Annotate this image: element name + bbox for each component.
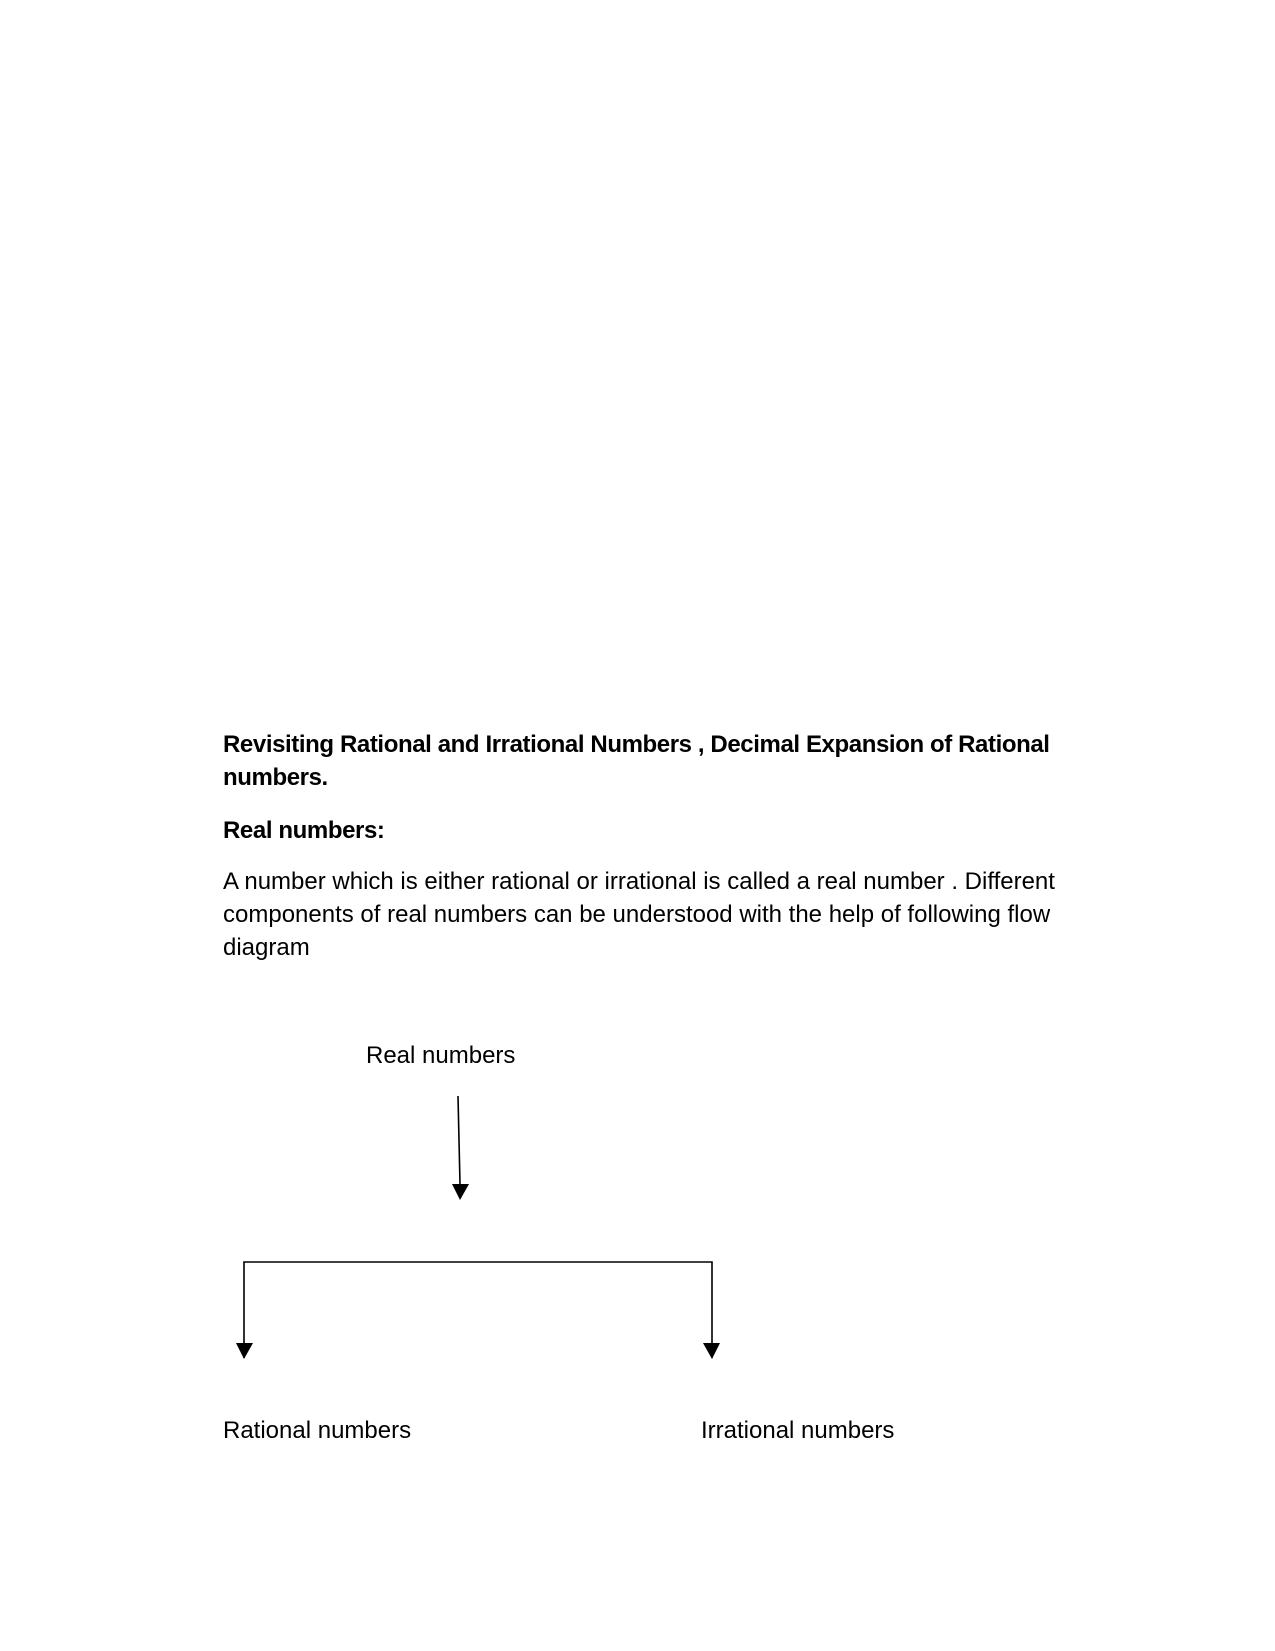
root-arrow-head	[452, 1184, 469, 1200]
page-title: Revisiting Rational and Irrational Numbers , Decimal Expansion of Rational numbers.	[223, 731, 1050, 791]
branch-connector	[244, 1262, 712, 1358]
diagram-root-label: Real numbers	[366, 1042, 516, 1069]
left-arrow-head	[236, 1343, 253, 1359]
section-heading: Real numbers:	[223, 817, 385, 844]
right-arrow-head	[703, 1343, 720, 1359]
root-arrow-shaft	[458, 1096, 460, 1184]
diagram-left-label: Rational numbers	[223, 1417, 412, 1444]
diagram-right-label: Irrational numbers	[701, 1417, 895, 1444]
body-paragraph: A number which is either rational or irrational is called a real number . Different components of real numbers can be understood with the help of following flow diagram	[223, 868, 1055, 961]
